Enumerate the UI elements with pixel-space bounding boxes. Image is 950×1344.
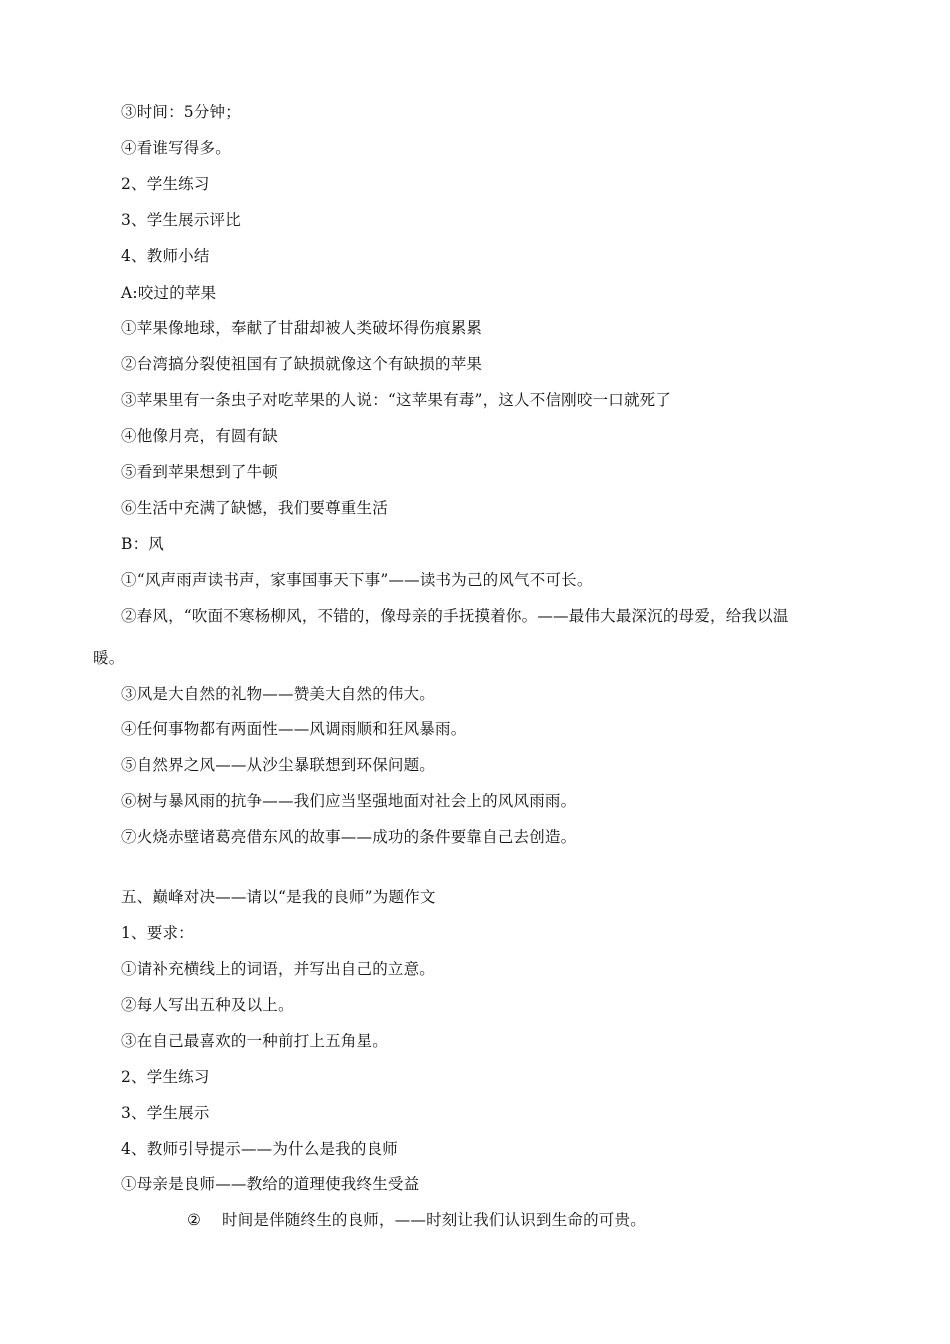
- example-a-title: A:咬过的苹果: [121, 284, 217, 302]
- example-b-item: ⑥树与暴风雨的抗争——我们应当坚强地面对社会上的风风雨雨。: [121, 792, 577, 810]
- list-marker: ②: [187, 1211, 202, 1229]
- requirement-item: ②每人写出五种及以上。: [121, 996, 294, 1014]
- example-b-item: ④任何事物都有两面性——风调雨顺和狂风暴雨。: [121, 720, 467, 738]
- example-a-item: ②台湾搞分裂使祖国有了缺损就像这个有缺损的苹果: [121, 355, 483, 373]
- example-b-item: ③风是大自然的礼物——赞美大自然的伟大。: [121, 685, 436, 703]
- example-a-item: ①苹果像地球，奉献了甘甜却被人类破坏得伤痕累累: [121, 319, 483, 337]
- rule-count: ④看谁写得多。: [121, 139, 231, 157]
- example-a-item: ⑤看到苹果想到了牛顿: [121, 463, 279, 481]
- step-guidance: 4、教师引导提示——为什么是我的良师: [121, 1140, 398, 1158]
- step-showcase: 3、学生展示: [121, 1104, 210, 1122]
- example-a-item: ③苹果里有一条虫子对吃苹果的人说：“这苹果有毒”，这人不信刚咬一口就死了: [121, 391, 672, 409]
- step-practice: 2、学生练习: [121, 175, 210, 193]
- rule-time: ③时间：5分钟；: [121, 103, 241, 121]
- example-b-item: ①“风声雨声读书声，家事国事天下事”——读书为己的风气不可长。: [121, 571, 593, 589]
- requirement-item: ①请补充横线上的词语，并写出自己的立意。: [121, 960, 436, 978]
- step-practice: 2、学生练习: [121, 1068, 210, 1086]
- example-b-item: ⑦火烧赤壁诸葛亮借东风的故事——成功的条件要靠自己去创造。: [121, 828, 577, 846]
- hint-item: ①母亲是良师——教给的道理使我终生受益: [121, 1175, 420, 1193]
- requirements-title: 1、要求：: [121, 924, 194, 942]
- example-b-item: ②春风，“吹面不寒杨柳风，不错的，像母亲的手抚摸着你。——最伟大最深沉的母爱，给我以温: [121, 607, 789, 625]
- hint-text: 时间是伴随终生的良师，——时刻让我们认识到生命的可贵。: [222, 1211, 646, 1229]
- requirement-item: ③在自己最喜欢的一种前打上五角星。: [121, 1032, 388, 1050]
- step-summary: 4、教师小结: [121, 247, 210, 265]
- example-b-item-continuation: 暖。: [93, 649, 125, 667]
- example-b-item: ⑤自然界之风——从沙尘暴联想到环保问题。: [121, 756, 436, 774]
- example-a-item: ④他像月亮，有圆有缺: [121, 427, 279, 445]
- example-b-title: B：风: [121, 535, 164, 553]
- example-a-item: ⑥生活中充满了缺憾，我们要尊重生活: [121, 499, 388, 517]
- section-heading: 五、巅峰对决——请以“是我的良师”为题作文: [121, 888, 436, 906]
- hint-item: [187, 1209, 646, 1231]
- step-showcase: 3、学生展示评比: [121, 211, 241, 229]
